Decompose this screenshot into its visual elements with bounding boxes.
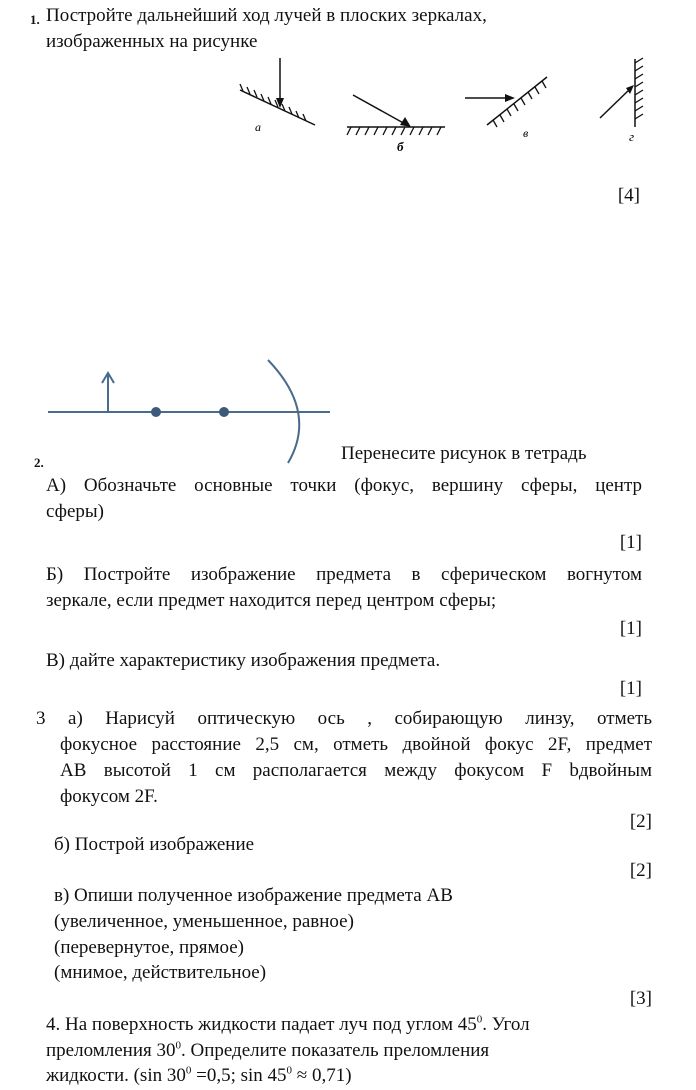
q4-line1-degree: 0 xyxy=(476,1013,483,1026)
q1-text-line1: Постройте дальнейший ход лучей в плоских зеркалах, xyxy=(46,5,487,26)
q3-a-line1: 3 а) Нарисуй оптическую ось , собирающую линзу, отметь xyxy=(36,708,652,729)
q2-b-score: [1] xyxy=(619,618,642,639)
q4-line2-degree: 0 xyxy=(175,1039,181,1052)
q2-number: 2. xyxy=(34,455,44,470)
q4-line2-part-a: преломления 30 xyxy=(46,1040,176,1061)
mirror-label-b: б xyxy=(397,139,404,154)
mirror-label-v: в xyxy=(523,126,529,140)
q3-c-line1: в) Опиши полученное изображение предмета АВ xyxy=(54,885,453,906)
q3-c-line3: (перевернутое, прямое) xyxy=(54,937,244,958)
q3-c-line2: (увеличенное, уменьшенное, равное) xyxy=(54,911,354,932)
q3-b-score: [2] xyxy=(629,860,652,881)
q1-number: 1. xyxy=(30,12,40,27)
mirror-label-g: г xyxy=(629,129,635,144)
q2-transfer-text: Перенесите рисунок в тетрадь xyxy=(341,443,587,464)
q2-a-line1: А) Обозначьте основные точки (фокус, вершину сферы, центр xyxy=(46,475,642,496)
q2-c-line1: В) дайте характеристику изображения предмета. xyxy=(46,650,441,671)
q4-line3-part-a: жидкости. (sin 30 xyxy=(46,1065,186,1086)
point-focus xyxy=(219,407,229,417)
q4-line3-degree2: 0 xyxy=(286,1064,293,1077)
point-center xyxy=(151,407,161,417)
q2-b-line2: зеркале, если предмет находится перед центром сферы; xyxy=(46,590,497,611)
q2-c-score: [1] xyxy=(619,678,642,699)
q1-text-line2: изображенных на рисунке xyxy=(46,31,258,52)
q3-a-line2: фокусное расстояние 2,5 см, отметь двойной фокус 2F, предмет xyxy=(60,734,652,755)
q2-b-line1: Б) Постройте изображение предмета в сферическом вогнутом xyxy=(46,564,642,585)
q3-b-line: б) Построй изображение xyxy=(54,834,255,855)
q3-c-line4: (мнимое, действительное) xyxy=(54,962,267,983)
q4-line2-part-b: . Определите показатель преломления xyxy=(180,1040,490,1061)
q4-line3 xyxy=(46,1063,352,1089)
q4-line3-part-b: =0,5; sin 45 xyxy=(191,1065,287,1086)
mirrors-figure xyxy=(225,55,655,165)
spherical-mirror-figure xyxy=(40,355,340,465)
mirror-label-a: а xyxy=(255,120,261,134)
q4-line3-degree1: 0 xyxy=(185,1064,192,1077)
q3-a-score: [2] xyxy=(629,811,652,832)
q3-c-score: [3] xyxy=(629,988,652,1009)
q4-line1 xyxy=(46,1012,530,1038)
q4-line1-part-a: 4. На поверхность жидкости падает луч под углом 45 xyxy=(46,1014,477,1035)
q1-score: [4] xyxy=(617,185,640,206)
q2-a-score: [1] xyxy=(619,532,642,553)
q2-a-line2: сферы) xyxy=(46,501,105,522)
q4-line2 xyxy=(46,1038,489,1064)
q3-a-line4: фокусом 2F. xyxy=(60,786,158,807)
q4-line1-part-b: . Угол xyxy=(482,1014,530,1035)
q4-line3-part-c: ≈ 0,71) xyxy=(292,1065,352,1086)
q3-a-line3: АВ высотой 1 см располагается между фокусом F bдвойным xyxy=(60,760,652,781)
